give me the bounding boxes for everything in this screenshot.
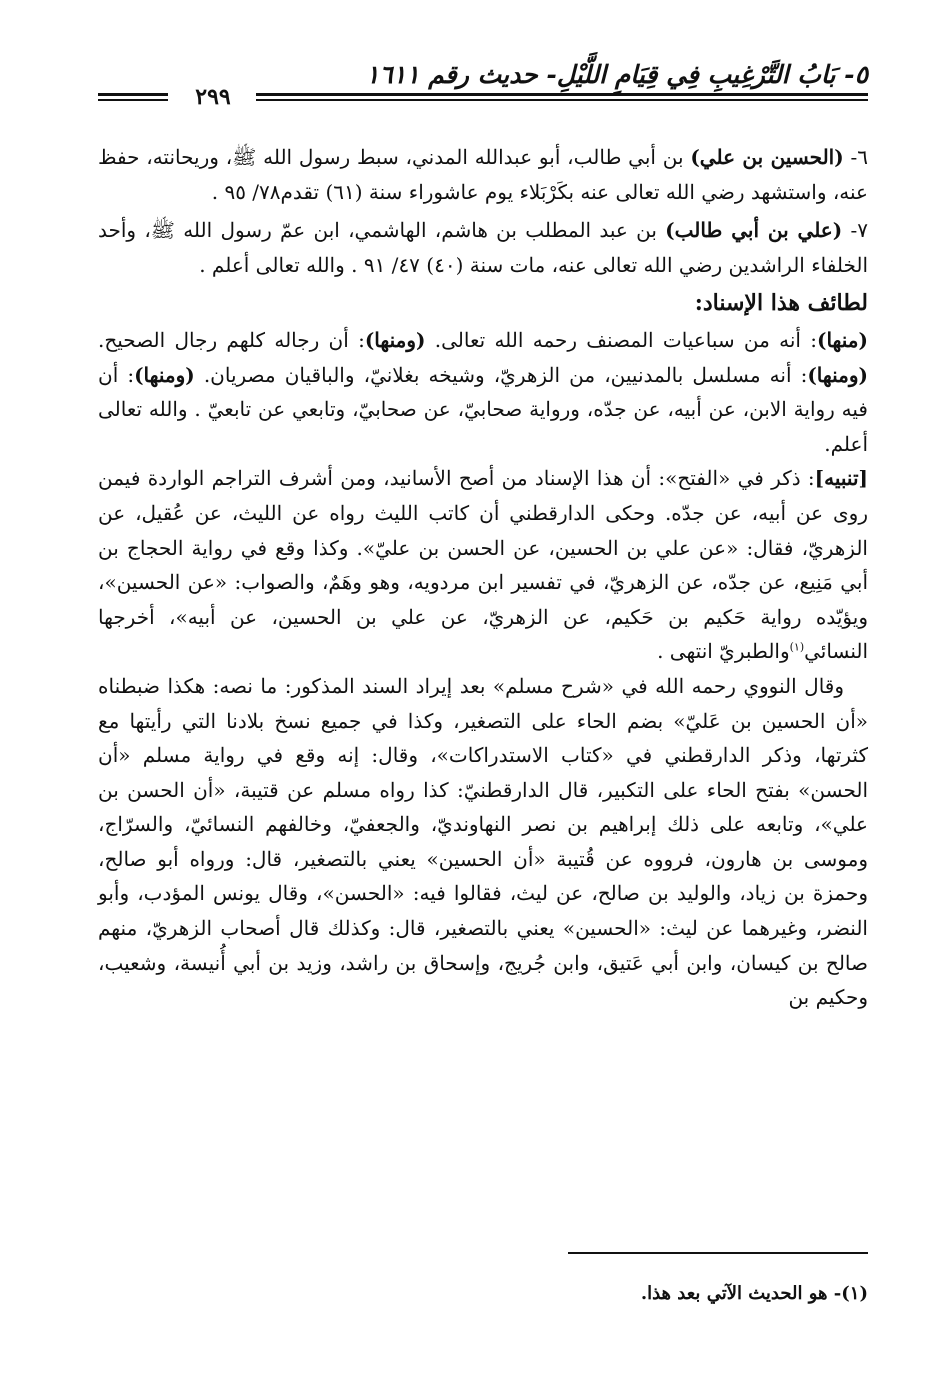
paragraph-tanbih: [98, 461, 868, 669]
paragraph-nawawi: وقال النووي رحمه الله في «شرح مسلم» بعد إيراد السند المذكور: ما نصه: هكذا ضبطناه «أن الحسين بن عَليّ» بضم الحاء على التصغير، وكذا في جميع نسخ بلادنا التي رأيتها مع كثرتها، وذكر الدارقطني في «كتاب الاستدراكات»، وقال: إنه وقع في رواية مسلم «أن الحسن» بفتح الحاء على التكبير، قال الدارقطنيّ: كذا رواه مسلم عن قتيبة، «أن الحسن بن علي»، وتابعه على ذلك إبراهيم بن نصر النهاونديّ، والجعفيّ، وخالفهم النسائيّ، والسرّاج، وموسى بن هارون، فرووه عن قُتيبة «أن الحسين» يعني بالتصغير، قال: ورواه أبو صالح، وحمزة بن زياد، والوليد بن صالح، عن ليث، فقالوا فيه: «الحسن»، وقال يونس المؤدب، وأبو النضر، وغيرهما عن ليث: «الحسين» يعني بالتصغير، قال: وكذلك قال أصحاب الزهريّ، منهم صالح بن كيسان، وابن أبي عَتيق، وابن جُريج، وإسحاق بن راشد، وزيد بن أبي أُنيسة، وشعيب، وحكيم بن: [98, 673, 868, 1010]
bio-text: بن عبد المطلب بن هاشم، الهاشمي، ابن عمّ رسول الله ﷺ، وأحد الخلفاء الراشدين رضي الله تعالى عنه، مات سنة (٤٠) ٤٧/ ٩١ . والله تعالى أعلم .: [98, 218, 868, 277]
bold-label: (ومنها): [364, 327, 426, 352]
bio-entry-6: [98, 140, 868, 209]
paragraph-text: : أنه مسلسل بالمدنيين، من الزهريّ، وشيخه بغلانيّ، والباقيان مصريان.: [194, 362, 808, 387]
bio-text: بن أبي طالب، أبو عبدالله المدني، سبط رسول الله ﷺ، وريحانته، حفظ عنه، واستشهد رضي الله تعالى عنه بكَرْبَلاء يوم عاشوراء سنة (٦١) تقدم٧٨/ ٩٥ .: [98, 145, 868, 204]
running-title: ٥- بَابُ التَّرْغِيبِ فِي قِيَامِ اللَّيْلِ- حديث رقم ١٦١١: [365, 60, 868, 89]
bio-name: (علي بن أبي طالب): [665, 218, 843, 243]
paragraph-text: : ذكر في «الفتح»: أن هذا الإسناد من أصح الأسانيد، ومن أشرف التراجم الواردة فيمن روى عن أبيه، عن جدّه. وحكى الدارقطني أن كاتب الليث رواه عن الليث، عن عُقيل، عن الزهريّ، فقال: «عن علي بن الحسين، عن الحسن بن عليّ». وكذا وقع في رواية الحجاج بن أبي مَنِيع، عن جدّه، عن الزهريّ، في تفسير ابن مردويه، وهو وهَمٌ، والصواب: «عن الحسين»، ويؤيّده رواية حَكيم بن حَكيم، عن الزهريّ، عن علي بن الحسين، عن أبيه»، أخرجها النسائي: [98, 466, 868, 664]
paragraph-text: : أن فيه رواية الابن، عن أبيه، عن جدّه، ورواية صحابيّ، عن صحابيّ، وتابعي عن تابعيّ . والله تعالى أعلم.: [98, 362, 868, 456]
section-heading: لطائف هذا الإسناد:: [694, 290, 868, 317]
bold-label: [تنبيه]: [814, 466, 868, 491]
footnote-marker[interactable]: (١): [789, 640, 805, 654]
bold-label: (ومنها): [134, 362, 195, 387]
bio-number: ٧-: [850, 218, 868, 243]
footnote-rule: [568, 1252, 868, 1254]
bold-label: (ومنها): [807, 362, 868, 387]
paragraph-text: والطبريّ انتهى .: [657, 639, 790, 664]
bio-name: (الحسين بن علي): [690, 145, 844, 169]
paragraph-text: : أن رجاله كلهم رجال الصحيح.: [98, 327, 365, 352]
bold-label: (منها): [817, 327, 868, 352]
header-rule-right: [256, 90, 868, 104]
page-header: [98, 58, 868, 118]
footnote: (١)- هو الحديث الآتي بعد هذا.: [640, 1283, 868, 1304]
paragraph-lataif: [98, 323, 868, 461]
header-rule-left: [98, 90, 168, 104]
main-text: [98, 140, 868, 1015]
paragraph-text: : أنه من سباعيات المصنف رحمه الله تعالى.: [425, 327, 817, 352]
page-number: ٢٩٩: [195, 84, 231, 110]
bio-entry-7: [98, 213, 868, 282]
bio-number: ٦-: [850, 145, 869, 169]
